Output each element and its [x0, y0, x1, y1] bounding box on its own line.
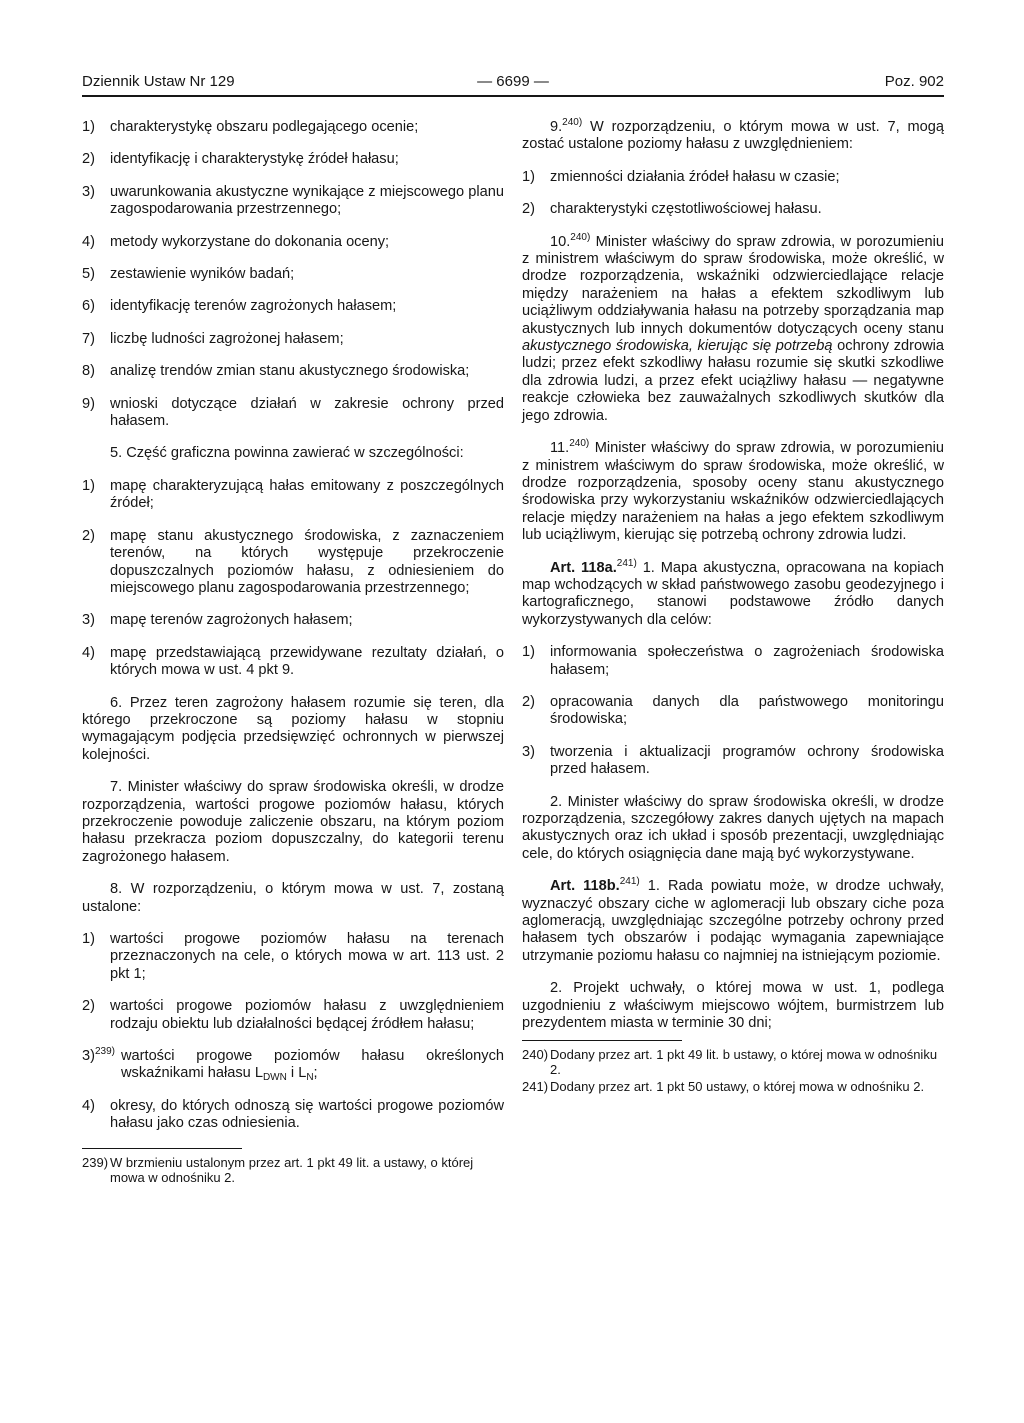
paragraph-7: 7. Minister właściwy do spraw środowiska określi, w drodze rozporządzenia, wartości progowe poziomów hałasu, których przekroczenie powoduje zaliczenie obszaru, na którym poziom hałasu przekracza poziom dopuszczalny, do kategorii terenu zagrożonego hałasem.	[82, 779, 504, 865]
list-noise-levels	[522, 169, 944, 219]
list-item-number: 1)	[522, 644, 535, 661]
list-item-text: wartości progowe poziomów hałasu określonych wskaźnikami hałasu $L_{DWN}$ i $L_N$;	[121, 1048, 504, 1084]
list-item-number: 3)$^{239)}$	[82, 1046, 115, 1065]
left-column	[82, 119, 504, 1187]
page-header	[82, 71, 944, 97]
list-item	[82, 331, 504, 348]
list-item	[82, 266, 504, 283]
footnote-240: 240) Dodany przez art. 1 pkt 49 lit. b ustawy, o której mowa w odnośniku 2.	[522, 1047, 938, 1078]
list-item-text: zmienności działania źródeł hałasu w czasie;	[550, 168, 840, 185]
list-item-number: 6)	[82, 298, 95, 315]
list-item-text: mapę terenów zagrożonych hałasem;	[110, 612, 353, 629]
list-item	[82, 119, 504, 136]
list-item-text: informowania społeczeństwa o zagrożeniach środowiska hałasem;	[550, 644, 944, 678]
list-item-text: okresy, do których odnoszą się wartości progowe poziomów hałasu jako czas odniesienia.	[110, 1097, 504, 1132]
list-item-number: 7)	[82, 330, 95, 347]
article-118b-paragraph-2: 2. Projekt uchwały, o której mowa w ust. 1, podlega uzgodnieniu z właściwym miejscowo wójtem, burmistrzem lub prezydentem miasta w terminie 30 dni;	[522, 980, 944, 1032]
article-118b: Art. 118b.$^{241)}$ 1. Rada powiatu może, w drodze uchwały, wyznaczyć obszary ciche w aglomeracji lub obszary ciche poza aglomeracją, uwzględniając szczególne potrzeby ochrony przed hałasem tych obszarów i podając wymagania zapewniające utrzymanie poziomu hałasu co najmniej na istniejącym poziomie.	[522, 876, 945, 964]
paragraph-8: 8. W rozporządzeniu, o którym mowa w ust. 7, zostaną ustalone:	[82, 881, 504, 915]
list-item-text: metody wykorzystane do dokonania oceny;	[110, 233, 390, 250]
list-item-number: 2)	[82, 527, 95, 544]
list-item-number: 5)	[82, 266, 95, 283]
list-item-text: zestawienie wyników badań;	[110, 266, 295, 283]
footnotes-right	[522, 1047, 944, 1094]
list-assessment-contents	[82, 119, 504, 430]
list-item-text: identyfikację terenów zagrożonych hałasem;	[110, 298, 397, 315]
list-item	[82, 396, 504, 431]
list-item-text: wnioski dotyczące działań w zakresie ochrony przed hałasem.	[110, 395, 504, 430]
list-item-number: 3)	[82, 612, 95, 629]
article-label: Art. 118b.	[550, 878, 620, 895]
article-label: Art. 118a.	[550, 559, 617, 576]
position-number: Poz. 902	[884, 73, 944, 90]
list-item-number: 1)	[82, 931, 95, 947]
list-item-text: analizę trendów zmian stanu akustycznego środowiska;	[110, 363, 470, 380]
list-item	[82, 1048, 504, 1083]
list-item-number: 3)	[82, 183, 95, 200]
list-item-text: identyfikację i charakterystykę źródeł hałasu;	[110, 151, 399, 168]
list-item	[522, 744, 944, 779]
list-item	[82, 478, 504, 513]
list-item-number: 8)	[82, 363, 95, 380]
paragraph-6: 6. Przez teren zagrożony hałasem rozumie się teren, dla którego przekroczone są poziomy hałasu w stopniu wymagającym podjęcia przedsięwzięć ochronnych w pierwszej kolejności.	[82, 694, 504, 763]
list-item-number: 1)	[82, 477, 95, 494]
list-item	[82, 645, 504, 680]
list-item-text: mapę przedstawiającą przewidywane rezultaty działań, o których mowa w ust. 4 pkt 9.	[110, 644, 504, 679]
journal-title: Dziennik Ustaw Nr 129	[82, 73, 235, 90]
list-item	[82, 234, 504, 251]
list-item-number: 9)	[82, 395, 95, 412]
list-item	[82, 998, 504, 1033]
paragraph-9: 9.$^{240)}$ W rozporządzeniu, o którym mowa w ust. 7, mogą zostać ustalone poziomy hałasu z uwzględnieniem:	[522, 117, 944, 153]
list-item-text: tworzenia i aktualizacji programów ochrony środowiska przed hałasem.	[550, 743, 944, 778]
list-item	[82, 298, 504, 315]
paragraph-5: 5. Część graficzna powinna zawierać w szczególności:	[110, 445, 464, 462]
list-item-number: 4)	[82, 644, 95, 661]
list-regulation-values	[82, 931, 504, 1033]
article-118a: Art. 118a.$^{241)}$ 1. Mapa akustyczna, opracowana na kopiach map wchodzących w skład państwowego zasobu geodezyjnego i kartograficznego, stanowi podstawowe źródło danych wykorzystywanych dla celów:	[522, 557, 945, 628]
list-item	[82, 184, 504, 219]
footnote-divider	[522, 1040, 682, 1041]
list-item-number: 2)	[82, 151, 95, 168]
list-item-number: 3)	[522, 743, 535, 760]
list-item: 4) okresy, do których odnoszą się wartości progowe poziomów hałasu jako czas odniesienia.	[82, 1097, 504, 1132]
list-item-number: 1)	[82, 119, 95, 135]
list-graphic-part	[82, 478, 504, 680]
list-item-text: wartości progowe poziomów hałasu z uwzględnieniem rodzaju obiektu lub działalności będącej źródłem hałasu;	[110, 998, 504, 1032]
list-item-number: 4)	[82, 233, 95, 250]
list-item	[82, 612, 504, 629]
list-item-number: 2)	[522, 201, 535, 218]
paragraph-10: 10.$^{240)}$ Minister właściwy do spraw zdrowia, w porozumieniu z ministrem właściwym do spraw środowiska, może określić, w drodze rozporządzenia, wskaźniki odzwierciedlające relacje między narażeniem na hałas a efektem szkodliwym lub uciążliwym oddziaływania hałasu na potrzeby sporządzania map akustycznych lub innych dokumentów dotyczących oceny stanu akustycznego środowiska, kierując się potrzebą ochrony zdrowia ludzi; przez efekt szkodliwy hałasu rozumie się skutki szkodliwe dla zdrowia ludzi, a przez efekt uciążliwy hałasu — negatywne reakcje człowieka bez zauważalnych szkodliwych skutków dla jego zdrowia.	[522, 231, 944, 424]
footnote-divider	[82, 1148, 242, 1149]
footnote-241: 241) Dodany przez art. 1 pkt 50 ustawy, o której mowa w odnośniku 2.	[522, 1079, 925, 1095]
list-item-text: liczbę ludności zagrożonej hałasem;	[110, 330, 344, 347]
list-item-text: uwarunkowania akustyczne wynikające z miejscowego planu zagospodarowania przestrzennego;	[110, 183, 504, 218]
right-column	[522, 119, 944, 1096]
list-item-text: charakterystyki częstotliwościowej hałasu.	[550, 201, 822, 218]
paragraph-11: 11.$^{240)}$ Minister właściwy do spraw zdrowia, w porozumieniu z ministrem właściwym do spraw środowiska, może określić, w drodze rozporządzenia, sposoby oceny stanu akustycznego środowiska przy wykorzystaniu wskaźników odzwierciedlających relacje między narażeniem na hałas a jego efektem szkodliwym lub uciążliwym, kierując się potrzebą ochrony zdrowia ludzi.	[522, 438, 944, 544]
list-item	[82, 528, 504, 598]
list-map-purposes	[522, 644, 944, 778]
list-item-text: opracowania danych dla państwowego monitoringu środowiska;	[550, 693, 944, 728]
article-118a-paragraph-2: 2. Minister właściwy do spraw środowiska określi, w drodze rozporządzenia, szczegółowy zakres danych ujętych na mapach akustycznych oraz ich układ i sposób prezentacji, uwzględniając cele, do których osiągnięcia dane mają być wykorzystywane.	[522, 793, 944, 862]
list-item	[82, 151, 504, 168]
list-item	[522, 169, 944, 186]
page-number: — 6699 —	[477, 73, 549, 90]
footnote-239: 239) W brzmieniu ustalonym przez art. 1 pkt 49 lit. a ustawy, o której mowa w odnośniku 2.	[82, 1154, 474, 1185]
list-item	[522, 201, 944, 218]
list-item-number: 2)	[522, 693, 535, 710]
list-item	[522, 694, 944, 729]
list-item-text: mapę charakteryzującą hałas emitowany z poszczególnych źródeł;	[110, 477, 504, 512]
list-item-text: wartości progowe poziomów hałasu na terenach przeznaczonych na cele, o których mowa w art. 113 ust. 2 pkt 1;	[110, 931, 504, 982]
list-item-number: 1)	[522, 168, 535, 185]
list-item-text: mapę stanu akustycznego środowiska, z zaznaczeniem terenów, na których występuje przekroczenie dopuszczalnych poziomów hałasu, z odniesieniem do miejscowego planu zagospodarowania przestrzennego;	[110, 527, 504, 596]
list-item	[82, 931, 504, 983]
list-item-number: 2)	[82, 998, 95, 1015]
list-item-text: charakterystykę obszaru podlegającego ocenie;	[110, 119, 419, 135]
list-item	[82, 363, 504, 380]
list-item	[522, 644, 944, 679]
